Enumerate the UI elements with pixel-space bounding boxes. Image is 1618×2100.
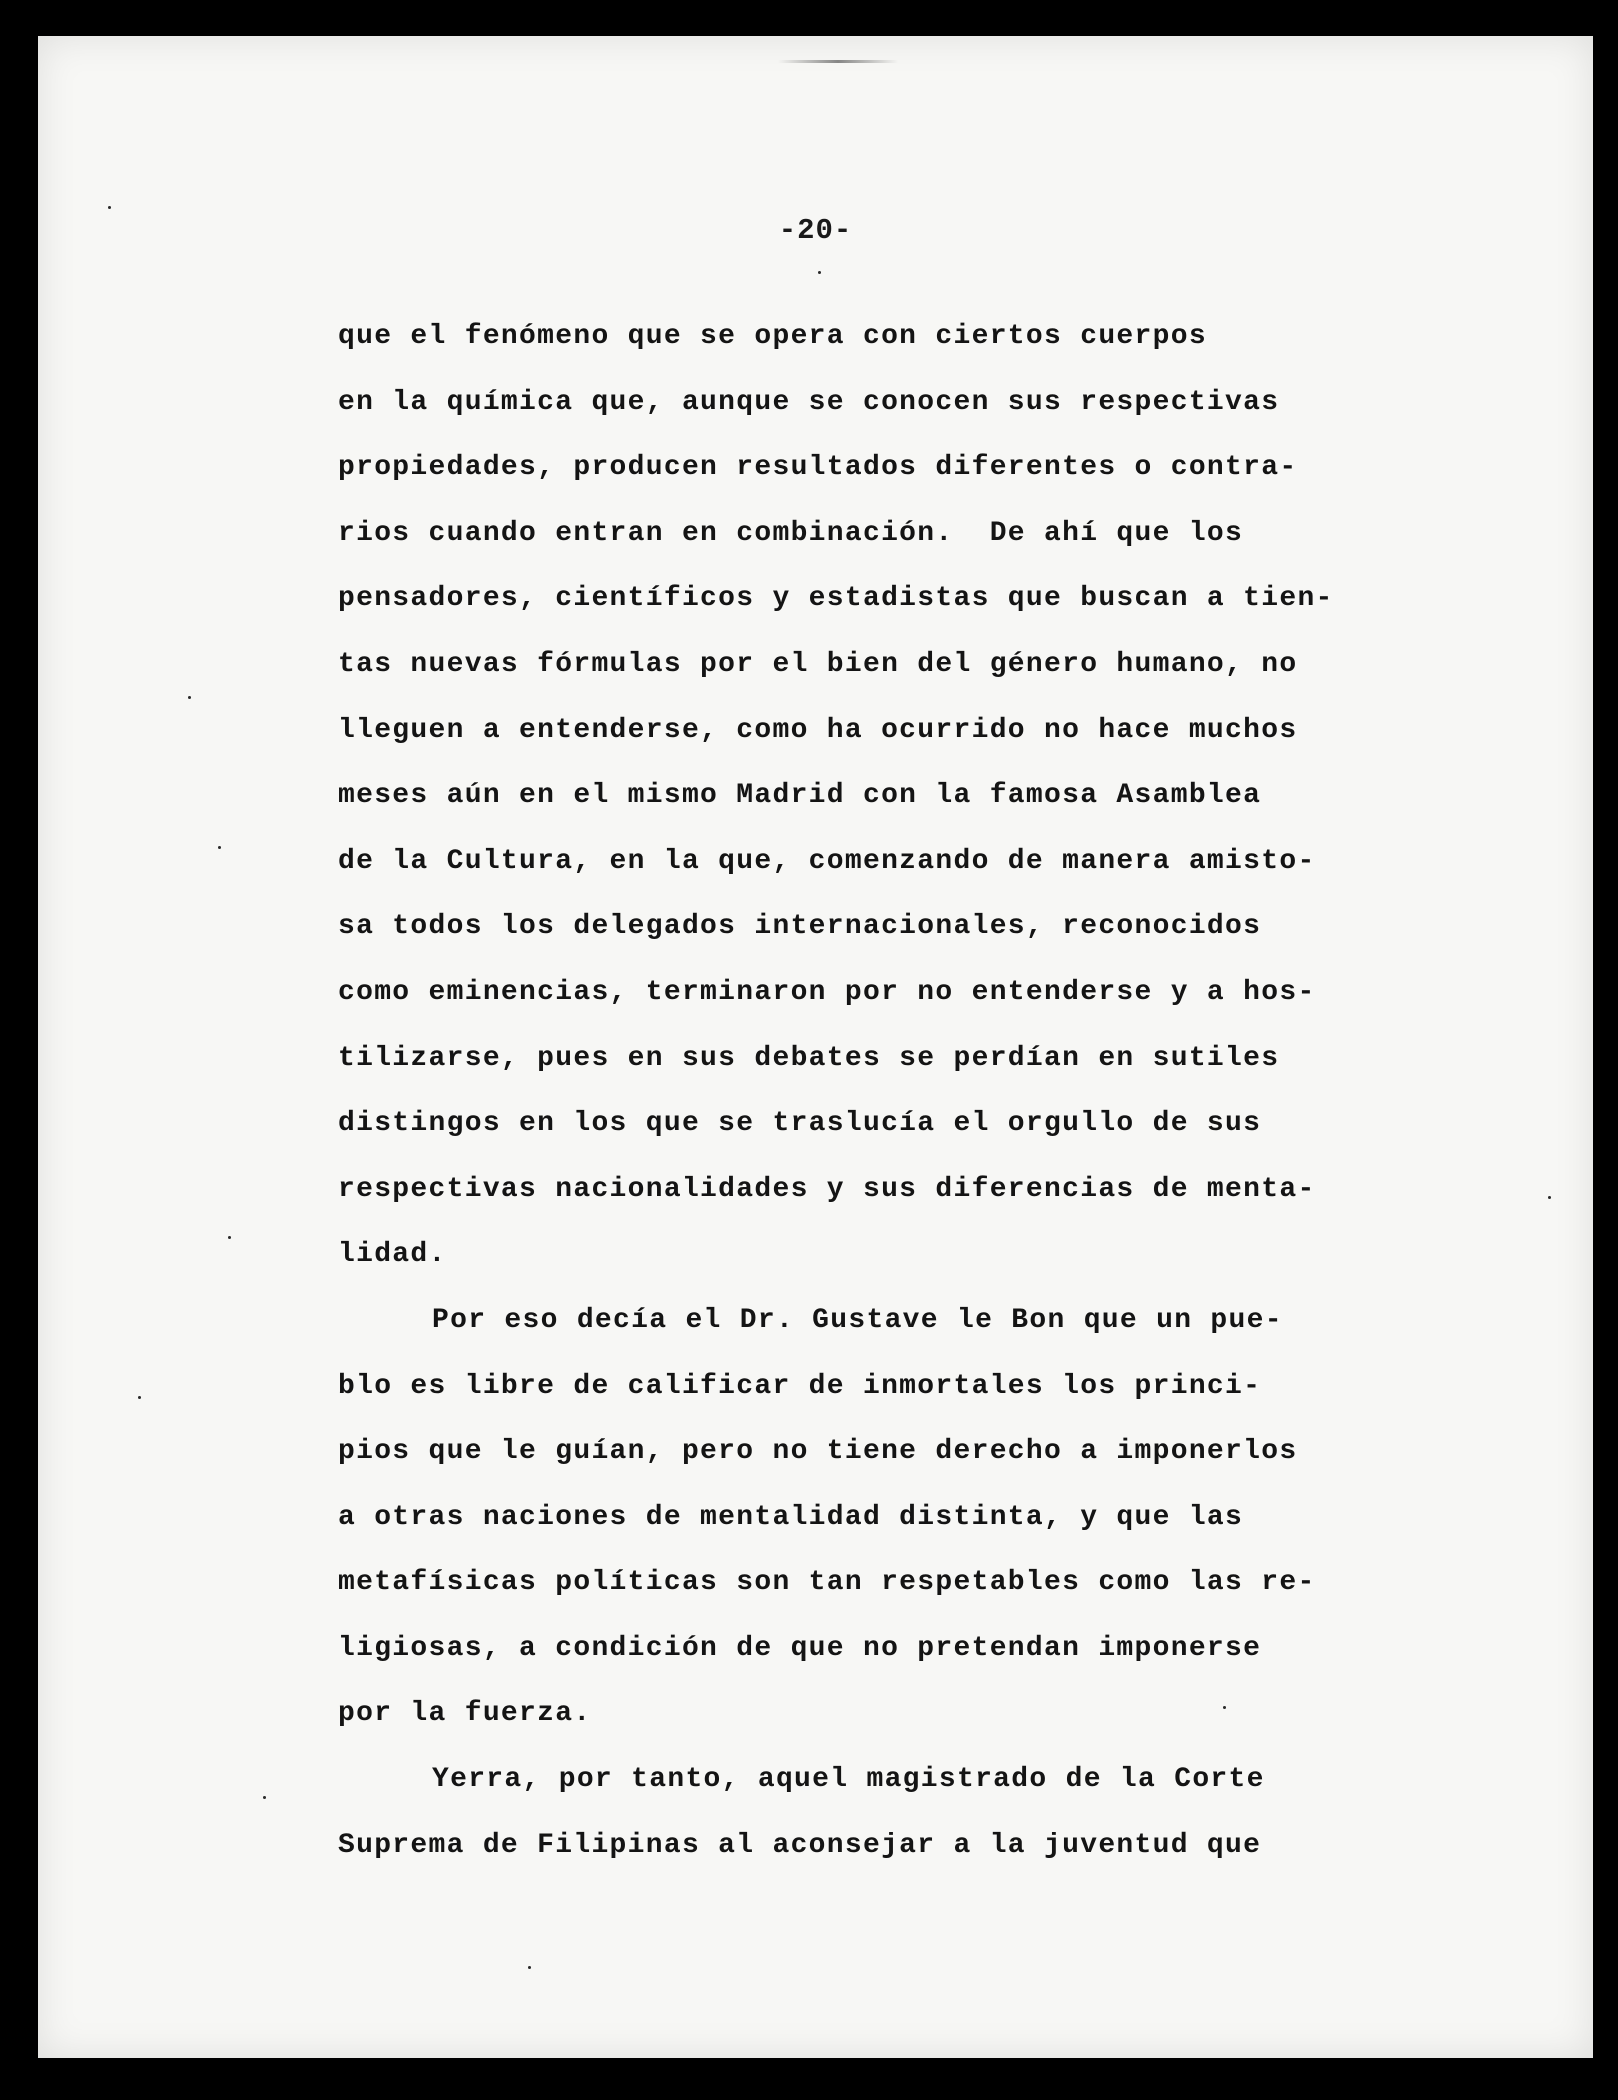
scan-speck — [1223, 1706, 1226, 1709]
text-line: por la fuerza. — [338, 1698, 592, 1730]
text-line: Yerra, por tanto, aquel magistrado de la Corte — [432, 1764, 1265, 1796]
paragraph-3 — [338, 1747, 1538, 1878]
text-line: lidad. — [338, 1239, 447, 1271]
text-line: Por eso decía el Dr. Gustave le Bon que un pue- — [432, 1304, 1283, 1336]
text-line: rios cuando entran en combinación. De ahí que los — [338, 517, 1244, 549]
body-text — [338, 304, 1538, 1878]
text-line: respectivas nacionalidades y sus diferencias de menta- — [338, 1173, 1316, 1205]
scan-speck — [228, 1236, 231, 1239]
text-line: lleguen a entenderse, como ha ocurrido no hace muchos — [338, 714, 1298, 746]
scan-speck — [218, 846, 221, 849]
scan-smudge — [778, 60, 898, 63]
scan-speck — [528, 1966, 531, 1969]
text-line: como eminencias, terminaron por no entenderse y a hos- — [338, 976, 1316, 1008]
text-line: propiedades, producen resultados diferentes o contra- — [338, 452, 1298, 484]
scan-speck — [1548, 1196, 1551, 1199]
text-line: que el fenómeno que se opera con ciertos cuerpos — [338, 321, 1207, 352]
page-number: -20- — [778, 214, 853, 247]
text-line: distingos en los que se traslucía el orgullo de sus — [338, 1108, 1262, 1140]
paragraph-1 — [338, 304, 1538, 1288]
text-line: ligiosas, a condición de que no pretendan imponerse — [338, 1632, 1262, 1664]
text-line: pios que le guían, pero no tiene derecho a imponerlos — [338, 1436, 1298, 1468]
scan-speck — [818, 271, 821, 274]
text-line: sa todos los delegados internacionales, reconocidos — [338, 911, 1262, 943]
text-line: meses aún en el mismo Madrid con la famosa Asamblea — [338, 780, 1262, 812]
text-line: tilizarse, pues en sus debates se perdían en sutiles — [338, 1042, 1280, 1074]
scan-speck — [188, 696, 191, 699]
text-line: pensadores, científicos y estadistas que buscan a tien- — [338, 583, 1334, 615]
scan-speck — [263, 1796, 266, 1799]
text-line: a otras naciones de mentalidad distinta, y que las — [338, 1501, 1244, 1533]
scan-speck — [138, 1396, 141, 1399]
paragraph-2 — [338, 1288, 1538, 1747]
document-page — [38, 36, 1593, 2058]
text-line: metafísicas políticas son tan respetables como las re- — [338, 1567, 1316, 1599]
scan-speck — [108, 206, 111, 209]
text-line: tas nuevas fórmulas por el bien del género humano, no — [338, 648, 1298, 680]
text-line: Suprema de Filipinas al aconsejar a la juventud que — [338, 1829, 1262, 1861]
text-line: en la química que, aunque se conocen sus respectivas — [338, 386, 1280, 418]
text-line: blo es libre de calificar de inmortales los princi- — [338, 1370, 1262, 1402]
text-line: de la Cultura, en la que, comenzando de manera amisto- — [338, 845, 1316, 877]
